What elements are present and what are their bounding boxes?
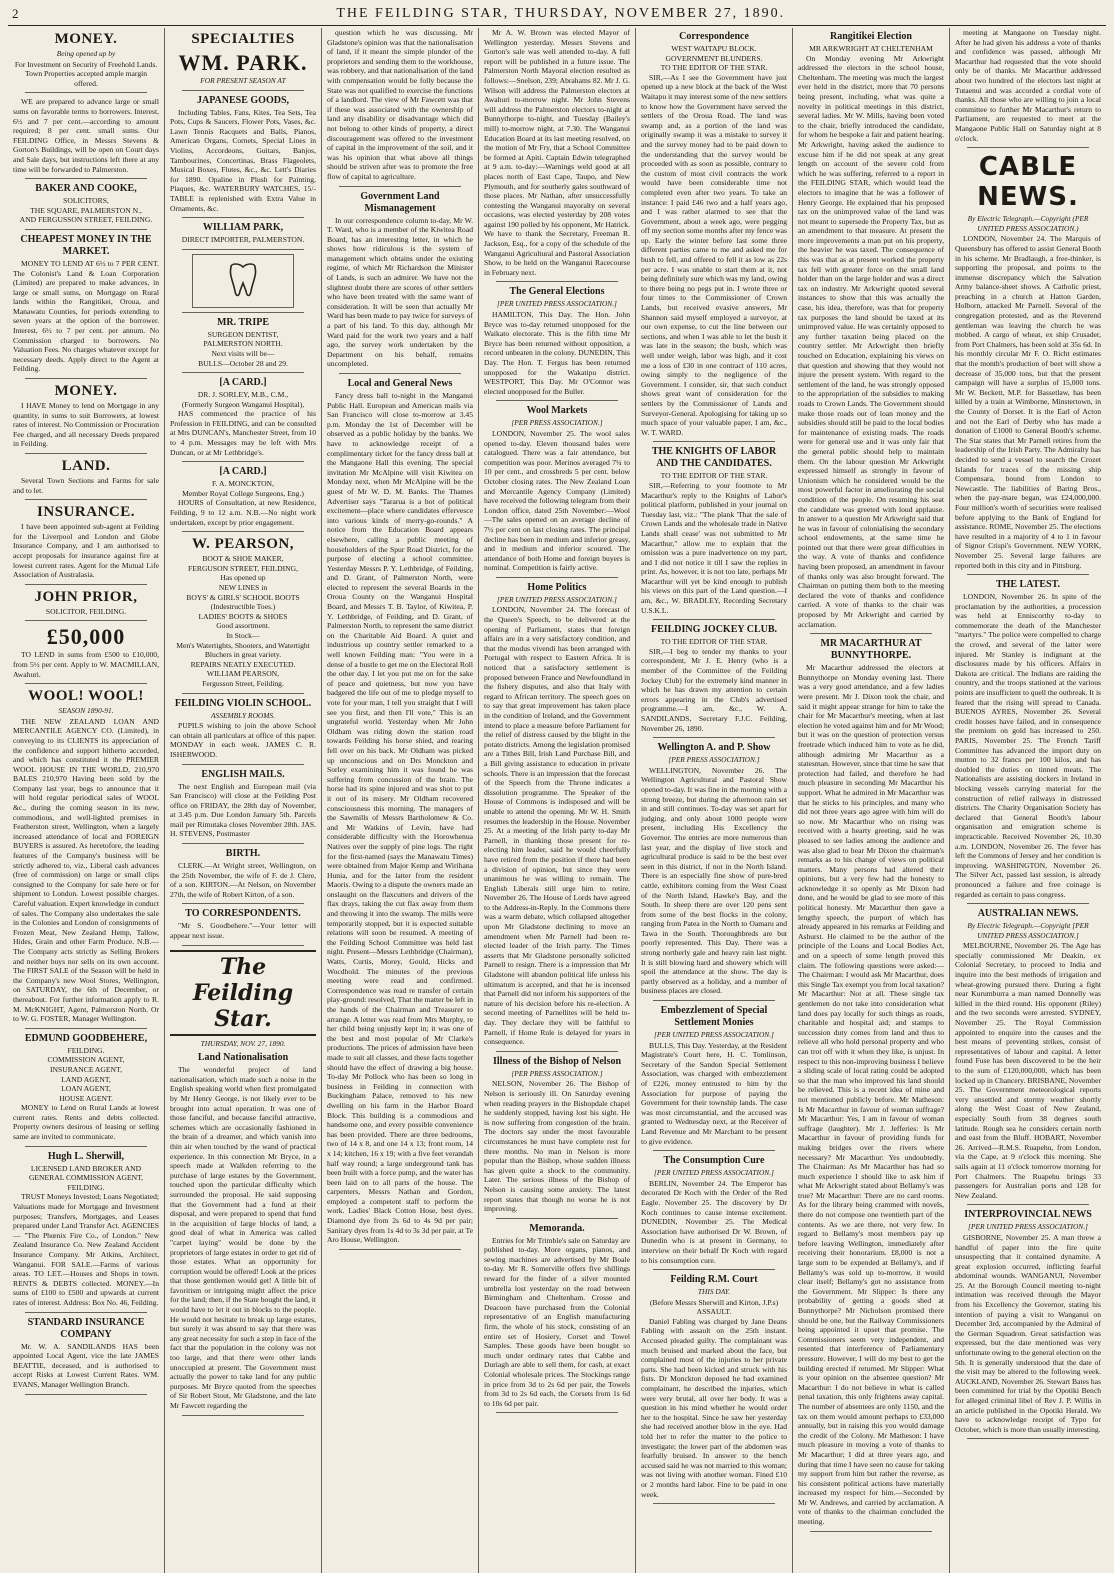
column-5 bbox=[635, 28, 792, 1573]
advert-line: LAND AGENT, bbox=[61, 1074, 111, 1084]
article-heading: MR MACARTHUR AT BUNNYTHORPE. bbox=[820, 638, 922, 662]
article-body: THE NEW ZEALAND LOAN AND MERCANTILE AGENCY CO. (Limited), in conveying to its CLIENTS its appreciation of the confidence and support hitherto accorded, and which has constituted it the PREMIER WOOL HOUSE IN THE WORLD, 210,970 BALES 210,970 Having been sold by the Company last year, begs to announce that it will hold regular periodical sales of WOOL &c., during the coming season in its new, commodious, and well-lighted premises in Featherston street, Wellington, when a largely increased attendance of local and FOREIGN BUYERS is assured. As heretofore, the leading features of the Company's business will be strictly adhered to, viz., Liberal cash advances (free of commission) on large or small clips consigned to the Company for sale here or for shipment to London. Lowest possible charges. Careful valuation. Expert knowledge in conduct of sales. The Company also undertakes the sale in the Colonies and London of consignments of Frozen Meat, New Zealand Hemp, Tallow, Hides, Grain and other Farm Produce. N.B.—The Company acts strictly as Selling Brokers and neither buys nor sells on its own account. The FIRST SALE of the Season will be held in the Company's new Wool Stores, Wellington, on SATURDAY, the 6th of December, or thereabout. For further information apply to R. M. McKNIGHT, Agent, Palmerston North. Or to W. G. FOSTER, Manager Wellington. bbox=[13, 716, 159, 1024]
advert-line: TO THE EDITOR OF THE STAR. bbox=[660, 471, 768, 481]
article-heading: INTERPROVINCIAL NEWS bbox=[964, 1209, 1092, 1221]
article-heading: W. PEARSON, bbox=[191, 536, 295, 553]
article bbox=[641, 446, 787, 615]
column-rule bbox=[496, 1051, 618, 1052]
article-body: Entries for Mr Trimble's sale on Saturday are published to-day. More organs, pianos, and sewing machines are advertised by Mr Boale to-day. Mr R. Somerville offers five shillings reward for the finder of a silver mounted umbrella lost yesterday on the road between Birmingham and Cheltenham. Crosse and Deacoon have purchased from the Colonial representative of an English manufacturing firm, the whole of his stock, consisting of an entire set of Hosiery, Corset and Towel Samples. These goods have been bought so much under ordinary rates that Cabbe and Duriagh are able to sell them, for cash, at exact Colonial wholesale prices. The Stockings range in price from 3d to 2s 6d per pair, the Towels from 3d to 2s 6d each, the Corsets from 1s 6d to 10s 6d per pair. bbox=[484, 1235, 630, 1408]
advert-line: Fergusson Street, Feilding. bbox=[202, 678, 284, 688]
advert-line: LICENSED LAND BROKER AND bbox=[30, 1163, 142, 1173]
dental-ornament-icon bbox=[192, 254, 294, 308]
article-body: "Mr S. Goodbehere."—Your letter will appear next issue. bbox=[170, 921, 316, 941]
masthead bbox=[8, 6, 1106, 26]
article bbox=[170, 377, 316, 457]
advert-line: Good assortment. bbox=[216, 621, 270, 631]
column-rule bbox=[25, 499, 147, 500]
article bbox=[955, 152, 1101, 570]
article-body: BULLS, This Day. Yesterday, at the Resident Magistrate's Court here, H. C. Tomlinson, Secretary of the Sandon Special Settlement Association, was charged with embezzlement of £226, money entrusted to him by the Association for purpose of paying the Government for their township lands. The case was most circumstantial, and the accused was granted to Wednesday next, at the Receiver of Land Revenue and Mr Marchant to be present to give evidence. bbox=[641, 1040, 787, 1146]
column-rule bbox=[182, 903, 304, 904]
column-rule bbox=[25, 378, 147, 379]
article-heading: ENGLISH MAILS. bbox=[201, 768, 285, 780]
column-rule bbox=[653, 1150, 775, 1151]
article-heading: JOHN PRIOR, bbox=[34, 588, 138, 605]
column-rule bbox=[810, 633, 932, 634]
article bbox=[484, 286, 630, 396]
column-3 bbox=[321, 28, 478, 1573]
article bbox=[484, 405, 630, 573]
article bbox=[13, 183, 159, 225]
column-rule bbox=[653, 441, 775, 442]
article bbox=[484, 1056, 630, 1214]
article-body: PUPILS wishing to join the above School can obtain all particulars at office of this paper. MONDAY in each week. JAMES C. R. ISHERWOOD. bbox=[170, 721, 316, 759]
article-heading: Illness of the Bishop of Nelson bbox=[492, 1055, 622, 1067]
article-body: TRUST Moneys Invested; Loans Negotiated; Valuations made for Mortgage and Investment purposes; Transfers, Mortgages, and Leases prepared under Land Transfer Act. AGENCIES— "The Phœnix Fire Co., of London." New Zealand Insurance Co. New Zealand Accident Insurance Company. Mr Atkins, Architect, Wanganui. FOR SALE.—Farms of various areas. TO LET.—Houses and Shops in town. RENTS & DEBTS collected. MONEY.—In sums of £100 to £500 and upwards at current rates of interest. Address: Box No. 46, Feilding. bbox=[13, 1192, 159, 1307]
article-body: SIR,—As I see the Government have just opened up a new block at the back of the West Waitapu it may interest some of the new settlers to know how the Government have served the settlers of the Oroua Road. The land was swamp and, as a portion of the land was originally swamp it was a mistake to survey it and the survey money had to be paid down to the understanding that the survey would be proceeded with as soon as possible, contrary to the custom of most civil contracts the work would have been considerable time not completed even after two years. To take an instance: I paid £46 two and a half years ago, and I was rather alarmed to see that the Government, about a week ago, were pegging off my section some months after my fence was up. Early the winter before last some three different parties came to me and asked me for bush to fell, and offered to fell it as low as 22s per acre. I was unable to start them at it, not being definitely sure which was my land, owing to there being no pegs put in. I wrote three or four times to the Commissioner of Crown Lands, but received evasive answers, Mr Shannon said myself employed a surveyor, at our own expense, to cut the line between our sections, and when I was able to let the bush it was late in the season; the bush, which was well under weigh, labor was high, and it cost me a loss of £30 in one contract of 110 acres, owing simply to the negligence of the Government. I consider, sir, that such conduct shows great want of consideration for the settlers by the Commissioner of Lands and Surveyor-General. Apologising for taking up so much space of your valuable paper, I am, &c., W. T. WARD. bbox=[641, 72, 787, 437]
column-rule bbox=[182, 843, 304, 844]
article-heading: Home Politics bbox=[527, 581, 587, 593]
column-rule bbox=[25, 1312, 147, 1313]
article bbox=[13, 504, 159, 580]
advert-line: AND FERGUSSON STREET, FEILDING. bbox=[19, 215, 153, 225]
column-rule bbox=[25, 92, 147, 93]
article-body: In our correspondence column to-day, Mr W. T. Ward, who is a member of the Kiwitea Road Board, has an interesting letter, in which he shows how ridiculous is the system of management which obtains under the existing regime, of which Mr Richardson the Minister of Lands, is such an admirer. We have not the slightest doubt there are scores of other settlers who have been treated with the same want of consideration. It will be seen that actually Mr Ward has been made to pay twice for surveys of a part of his land. To this day, although Mr Ward paid for the work two years and a half ago, the survey work undertaken by the Department on his behalf, remains uncompleted. bbox=[327, 215, 473, 369]
column-rule bbox=[182, 372, 304, 373]
column-rule bbox=[182, 249, 304, 250]
article-body: GISBORNE, November 25. A man threw a handful of paper into the fire quite unsuspecting that it contained dynamite. A great explosion occurred, inflicting fearful abdominal wounds. WANGANUI, November 25. At the Borough Council meeting to-night intimation was received through the Mayor from his Excellency the Governor, stating his intention of paying a visit to Wanganui on December 3rd, accompanied by the Admiral of the German Squadron. Great satisfaction was expressed, but the date mentioned was very unfortunate owing to the general election on the 5th. It is generally understood that the date of the visit may be altered to the following week. AUCKLAND, November 26. Stewart Bates has been committed for trial by the Opotiki Bench for alleged criminal libel of Rev J. P. Willis in an article published in the Opotiki Herald. We have to acknowledge receipt of Typo for October, which is more than usually interesting. bbox=[955, 1232, 1101, 1434]
advert-line: NEW LINES in bbox=[218, 583, 268, 592]
advert-line: (Before Messrs Sherwill and Kirton, J.P.s) bbox=[649, 1297, 779, 1307]
advert-line: FEILDING. bbox=[67, 1045, 105, 1055]
article bbox=[170, 222, 316, 245]
advert-line: GENERAL COMMISSION AGENT, bbox=[28, 1173, 144, 1183]
article-body: Several Town Sections and Farms for sale and to let. bbox=[13, 476, 159, 495]
article-heading: Wellington A. and P. Show bbox=[657, 742, 771, 754]
advert-line: DR. J. SORLEY, M.B., C.M., bbox=[197, 390, 289, 400]
column-grid bbox=[8, 28, 1106, 1573]
advert-line: MR ARKWRIGHT AT CHELTENHAM bbox=[809, 44, 933, 53]
advert-line: Next visits will be— bbox=[211, 348, 275, 358]
article-subheading: By Electric Telegraph.—Copyright (PER UNITED PRESS ASSOCIATION.) bbox=[967, 214, 1089, 233]
column-rule bbox=[496, 281, 618, 282]
article-subheading: [PER UNITED PRESS ASSOCIATION.] bbox=[968, 1222, 1088, 1232]
advert-line: For Investment on Security of Freehold Lands. bbox=[14, 59, 158, 69]
advert-line: SURGEON DENTIST, bbox=[207, 329, 279, 339]
advert-line: BOYS' & GIRLS' SCHOOL BOOTS bbox=[186, 592, 300, 602]
article bbox=[170, 31, 316, 86]
article bbox=[170, 536, 316, 688]
advert-line: Men's Watertights, Shooters, and Watertight Bluchers in great variety. bbox=[176, 640, 310, 660]
column-rule bbox=[967, 147, 1089, 148]
column-rule bbox=[182, 217, 304, 218]
article-subheading: [PER UNITED PRESS ASSOCIATION.] bbox=[497, 299, 617, 309]
article-subheading: FOR PRESENT SEASON AT bbox=[200, 76, 286, 85]
column-rule bbox=[25, 620, 147, 621]
column-rule bbox=[25, 229, 147, 230]
article-subheading: By Electric Telegraph.—Copyright [PER UNITED PRESS ASSOCIATION.] bbox=[967, 921, 1089, 940]
article bbox=[641, 1274, 787, 1499]
advert-line: In Stock— bbox=[226, 630, 260, 640]
article-heading: FEILDING JOCKEY CLUB. bbox=[650, 624, 778, 636]
article-heading: Embezzlement of Special Settlement Monies bbox=[660, 1005, 768, 1029]
article-body: I HAVE Money to lend on Mortgage in any quantity, in sums to suit Borrowers, at lowest rates of interest. No Commission or Procuration Fee charged, and all necessary Deeds prepared in Feilding. bbox=[13, 401, 159, 449]
column-rule bbox=[182, 461, 304, 462]
article-heading: TO CORRESPONDENTS. bbox=[185, 908, 301, 920]
article-body: Fancy dress ball to-night in the Manganui Public Hall. European and American mails via San Francisco will close to-morrow at 3.45 p.m. Monday the 1st of December will be observed as a public holiday by the banks. We have to acknowledge receipt of a complimentary ticket for the fancy dress ball at the Mangaone Hall this evening. The special invitation Mr McAlpine will visit Kiwitea on Monday next, when Mr McAlpine will be the guest of Mr W. D. M. Banks. The Thames Advertiser says "Tararua is a hot of political excitement—place where candidates effervesce into various kinds of merry-go-rounds." A notice from the Education Board appears elsewhere, calling a public meeting of householders of the Spur Road District, for the purpose of electing a school committee. Yesterday Messrs P. Y. Lethbridge, of Feilding, and D. Grant, of Palmerston North, were elected to represent the several Boards in the Oroua County on the Wanganui Hospital Board, and Messrs T. B. Taylor, of Kiwitea, P. Y. Lethbridge, of Feilding, and D. Grant, of Palmerston North, to represent the same district on the Charitable Aid Board. A quiet and industrious up country settler remarked to a well known Feilding man: "You were in a dense of a bustle to get me on the Electoral Roll the other day. I let you put me on for the sake of peace and quietness, but now you have badgered the life out of me to pledge myself to vote for your man, I tell you straight that I will see you first, and then I'll vote," This is an ungrateful world. Yesterday when Mr John Oldham was riding down the station road towards Feilding his horse shied, and rearing fell over on his back. Mr Oldham was picked up unconscious and on Drs Monckton and Sorley examining him it was found he was suffering from concussion of the brain. The horse had its spine injured and was shot to put it out of its misery. Mr Oldham recovered consciousness this morning. The managers of the Sawmills of Messrs Bartholomew & Co. and Mr Watkins of Levin, have had considerable difficulty with the Horowhenua Natives over the supply of pine logs. The right for the first-named (says the Manawatu Times) were obtained from Major Kemp and Wirihana Hunia, and for the latter from the resident Maoris. Owing to a dispute the owners made an onslaught on the flaxcutters and drivers of the flax drays, taking the cut flax away from them and throwing it into the swamp. The mills were temporarily stopped, but it is expected suitable relations will soon be resumed. A meeting of the Feilding School Committee was held last night. Present—Messrs Lethbridge (Chairman), Watts, Curtis, Morey, Gould, Hicks and Wocdhold. The minutes of the previous meeting were read and confirmed. Correspondence was read re transfer of certain play-ground: resolved, That the matter be left in the hands of the Chairman and Treasurer to arrange. A letter was read from Mrs Murphy, re her child being unjustly kept in; it was one of the best and most popular of Mr Clarke's productions. The prices of admission have been made to suit all classes, and these facts together should have the effect of drawing a big house. To-day Mr Pollock who has been so long in business in Feilding in connection with Buckingham Palace, removed to his new dwelling on his farm in the Harbor Board Block. This building is a commodious and handsome one, and every possible convenience has been provided. There are three bedrooms, two of 14 x 8, and one 14 x 13; front room, 14 x 14; kitchen, 16 x 19; with a five feet verandah half way round; a large underground tank has been built with a force pump, and the water has been laid on to all parts of the house. The carpenters, Messrs Nathan and Gordon, employed a competent staff to perform the work. Ladies' Black Cotton Hose, best dyes. Diamond dye from 2s 6d to 4s 9d per pair; Sanitary dyes from 1s 4d to 3s 3d per pair, at Te Aro House, Wellington. bbox=[327, 391, 473, 1245]
article-body: MONEY TO LEND AT 6½ to 7 PER CENT. The Colonist's Land & Loan Corporation (Limited) are prepared to make advances, in large or small sums, on Mortgage on Rural lands within the Rangitikei, Oroua, and Manawatu Counties, for periods extending to seven years at the option of the borrower. Interest, 6½ to 7 per cent. per annum. No Commission charged to borrowers. No Valuation Fees. No charges whatever except for necessary deeds. Apply direct to the Agent at Feilding. bbox=[13, 258, 159, 374]
article-subheading: THIS DAY. bbox=[697, 1287, 731, 1297]
column-rule bbox=[967, 1204, 1089, 1205]
article bbox=[955, 908, 1101, 1200]
column-rule bbox=[182, 945, 304, 946]
advert-line: COMMISSION AGENT, bbox=[47, 1055, 125, 1065]
column-rule bbox=[182, 90, 304, 91]
column-rule bbox=[182, 693, 304, 694]
advert-line: Has opened up bbox=[220, 573, 266, 583]
article bbox=[955, 1209, 1101, 1434]
article-heading: MONEY. bbox=[54, 383, 118, 400]
article bbox=[170, 950, 316, 1049]
article bbox=[13, 589, 159, 617]
article bbox=[170, 466, 316, 527]
advert-line: LADIES' BOOTS & SHOES bbox=[198, 611, 288, 621]
article bbox=[641, 1005, 787, 1146]
cable-news-heading: CABLE NEWS. bbox=[977, 152, 1079, 213]
advert-line: FERGUSON STREET, FEILDING, bbox=[188, 563, 298, 573]
article-body: MONEY to Lend on Rural Lands at lowest current rates. Rents and debts collected. Property owners desirous of leasing or selling same are invited to communicate. bbox=[13, 1103, 159, 1142]
article-body: meeting at Mangaone on Tuesday night. After he had given his address a vote of thanks and confidence was passed, although Mr Macarthur had requested that the vote should only be of thanks. Mr Macarthur addressed about two hundred of the electors last night at Tutaenui and was accorded a cordial vote of thanks. All those who are willing to join a local committee to further Mr Macarthur's return to Parliament, are requested to meet at the Mangaone Public Hall on Saturday night at 8 o'clock. bbox=[955, 28, 1101, 143]
article bbox=[170, 769, 316, 840]
column-rule bbox=[967, 903, 1089, 904]
article-heading: AUSTRALIAN NEWS. bbox=[977, 908, 1079, 920]
column-rule bbox=[25, 453, 147, 454]
article-body: The wonderful project of land nationalisation, which made such a noise in the English speaking world when first promulgated by Mr Henry George, is not likely ever to be brought into actual operation. It was one of those fanciful, and because fanciful attractive, schemes which are occasionally fashioned in the brain of a dreamer, and which vanish into thin air when touched by the wand of practical experience. In this connection Mr Bryce, in a speech made at Walkden referring to the purchase of large estates by the Government, touched upon the particular difficulty which surrounded the proposal. He said supposing that the Government had a fund at their disposal, and were prepared to spend that fund in the acquisition of large blocks of land, a good deal of what in America was called "carpet laying" would be done by the proprietors of large estates in order to get rid of those estates. What an opportunity for corruption would be offered! Look at the prices that those gentlemen would get! A little bit of favoritism or intriguing might affect the price for the land; then, if the State bought the land, it would have to let it out in blocks to the people. He would not hesitate to break up large estates, but surely it was absurd to say that there was any great necessity for such a step in face of the fact that the population in the colony was not too large, and that there were other lands unoccupied at present. The Government must actually the power to take land for any public purposes. Mr Bryce quoted from the speeches of Sir Robert Stout, Mr Gladstone, and the late Mr Fawcett regarding the bbox=[170, 1065, 316, 1410]
article-subheading: Being opened up by bbox=[56, 49, 116, 58]
advert-line: ASSAULT. bbox=[696, 1307, 732, 1317]
article-body: Mr A. W. Brown was elected Mayor of Wellington yesterday. Messrs Stevens and Gorton's sale was well attended to-day. A full report will be published in a future issue. The Palmerston North Mayoral election resulted as follows:—Snelson, 239; Abrahams 82. Mr J. G. Wilson will address the Palmerston electors at Awahuri to-morrow night. Mr John Stevens will address the Palmerston electors to-night at Bunnythorpe to-night, and Tuesday (Bailey's mill) to-morrow night, at 7.30. The Wanganui Education Board at its last meeting resolved, on the motion of Mr Fry, that a School Committee be formed at Apiti. Captain Edwin telegraphed at 9 a.m. to-day:—Warnings weld good at all places north of East Cape, Taupo, and New Plymouth, and for southerly gales southward of those places. Mr Nathan, after unsuccessfully contesting the Wanganui mayoralty on several occasions, was elected yesterday by 208 votes against 190 polled by his opponent, Mr Hatrick. We have to thank the Secretary, Freeman R. Jackson, Esq., for a copy of the schedule of the Wanganui Agricultural and Pastoral Association Show, to be held on the Wanganui Racecourse in February next. bbox=[484, 28, 630, 277]
article-body: Mr Macarthur addressed the electors at Bunnythorpe on Monday evening last. There was a very good attendance, and a few ladies were present. Mr J. Dixon took the chair, and said it might appear strange for him to take the chair for Mr Macarthur's meeting, when at last election he voted against him and for Mr Wood; but it was on the question of protection versus freetrade which induced him to vote as he did, although admiring Mr Macarthur as a statesman. However, since that time he saw that protection had failed, and therefore he had much pleasure in seconding Mr Macarthur his support. What he admired in Mr Macarthur was that he sticks to his principles, and many who did not three years ago agree with him will do so now. Mr Macarthur who on rising was received with a hearty greeting, said he was pleased to see ladies among the audience and was also glad to hear Mr Dixon the chairman's remarks as to his change of views on political matters. Many persons had altered their opinions, but a very few had the honesty to acknowledge it so openly as Mr Dixon had done, and he would be glad to see more of this political honesty. Mr Macarthur then gave a lengthy speech, the purport of which has already appeared in his remarks at Feilding and Ashurst. He claimed to be the author of the principle of the Loans and Local Bodies Act, and on a speech of some length proved this claim. The following questions were asked:— The Chairman: I would ask Mr Macarthur, does this Single Tax exempt you from local taxation? Mr Macarthur: Not at all. These single tax gentlemen do not take into consideration what land does pay locally for such things as roads, charitable and hospital aid; and stamps to succession duty comes from land and thus to relieve all who hold personal property and who can trot off with it when they like, is unjust. In respect to this non-improving business I believe a sliding scale of local rating could be adopted so that the man who improved his land should be relieved. This is a recent idea of mine and not mentioned publicly before. Mr Matheson: Is Mr Macarthur in favour of woman suffrage? Mr Macarthur: Yes, I am in favour of woman suffrage (laughter). Mr J. Jefferies: Is Mr Macarthur in favour of providing funds for making bridges over the rivers where necessary? Mr Macarthur: Yes undoubtedly. The Chairman: As Mr Macarthur has had so much experience I should like to ask him if what Mr Arkwright stated about Bellamy's was true? Mr Macarthur: There are no card rooms. As for the library being crammed with novels, there do not compose one twentieth part of the contents. As we are there, not very few. In regard to Bellamy's most members pay up before leaving Wellington, immediately after receiving their honorarium. £8,000 is not a large sum to be expended at Bellamy's, and if Bellamy's was sold up to-morrow, it would clear itself; Bellamy's got no assistance from the Government. Mr Slipper: Is there any probability of getting a goods shed at Bunnythorpe? Mr Nicholson promised there should be one, but the Railway Commissioners being appointed it upset that promise. The Commissioners seem very independent, and resented that interference of Parliamentary pressure. However, I will do my best to get the building erected if returned. Mr Slipper: What is your opinion on the absentee question? Mr Macarthur: I do not believe in what is called penal taxation, this only frightens away capital. The number of absentees are only 1150, and the tax on them would amount perhaps to £33,000 annually, but in raising this you would damage the credit of the Colony. Mr Matheson: I have much pleasure in moving a vote of thanks to Mr Macarthur; I did at three years ago, and during that time I have seen no cause for taking my support from him but rather the reverse, as his consistent political actions have materially increased my respect for him.—Seconded by Mr W. Andrews, and carried by acclamation. A vote of thanks to the chairman concluded the meeting. bbox=[798, 663, 944, 1527]
article-body: TO LEND in sums from £500 to £10,000, from 5½ per cent. Apply to W. MACMILLAN, Awahuri. bbox=[13, 650, 159, 679]
advert-line: THE SQUARE, PALMERSTON N., bbox=[30, 205, 142, 215]
advert-line: WEST WAITAPU BLOCK. bbox=[671, 44, 757, 53]
article bbox=[327, 191, 473, 370]
advert-line: F. A. MONCKTON, bbox=[212, 479, 274, 489]
advert-line: SOLICITOR, FEILDING. bbox=[45, 606, 127, 616]
article bbox=[170, 848, 316, 899]
article bbox=[641, 1155, 787, 1265]
article-body: Mr. W. A. SANDILANDS HAS been appointed Local Agent, vice the late JAMES BEATTIE, deceased, and is authorised to accept Risks at Lowest Current Rates. WM. EVANS, Manager Wellington Branch. bbox=[13, 1341, 159, 1389]
column-rule bbox=[25, 683, 147, 684]
article-heading: £50,000 bbox=[46, 624, 126, 650]
column-rule bbox=[25, 178, 147, 179]
article bbox=[170, 317, 316, 368]
article bbox=[641, 31, 787, 437]
article-heading: INSURANCE. bbox=[37, 504, 135, 521]
article-body: LONDON, November 24. The forecast of the Queen's Speech, to be delivered at the opening of Parliament, states that foreign affairs are in a very satisfactory condition, and that the modus vivendi has been arranged with Portugal with respect to Eastern Africa. It is noticed that a satisfactory settlement is proposed between France and Newfoundland in the fishery disputes, and also that Italy with regard to African territory. The speech goes on to say that great improvement has taken place in the condition of Ireland, and the Government intend to place a measure before Parliament for the relief of distress caused by the blight in the potato districts. Among the legislation promised are a Tithes Bill, Irish Land Purchase Bill, and a Bill giving assistance to education in private schools. There is an impression that the forecast of the Speech from the Throne indicates a dissolution programme. The Speaker of the House of Commons is indisposed and will be unable to attend the opening. Mr W. H. Smith resumes the leadership in the House. November 25. At a meeting of the Irish party to-day Mr Parnell, in thanking those present for re-electing him leader, said he would cheerfully have retired from the position if there had been a division of opinion, but since they were unanimous he was willing to remain. The English Liberals still urge him to retire. November 26. The House of Lords have agreed to the Address-in-Reply. In the Commons there was a warm debate, which collapsed altogether upon Mr Gladstone declining to move an amendment when Mr Parnell had been re-elected leader of the Irish party. The Times asserts that Mr Gladstone personally solicited Parnell to resign. There is a impression that Mr Gladstone will abandon political life unless his ultimatum is accepted, and that he is incensed that Parnell did not inform his supporters of the nature of his decision before his re-election. A second meeting of Parnellites will be held to-day. They declare they will be faithful to Parnell, if Home Rule is delayed for years in consequence. bbox=[484, 605, 630, 1047]
advert-line: Member Royal College Surgeons, Eng.) bbox=[182, 488, 304, 498]
article bbox=[13, 458, 159, 495]
article-subheading: [PER PRESS ASSOCIATION.] bbox=[511, 418, 603, 428]
article-heading: THE KNIGHTS OF LABOR AND THE CANDIDATES. bbox=[651, 446, 777, 470]
article-heading: Government Land Mismanagement bbox=[360, 190, 440, 214]
column-rule bbox=[653, 1000, 775, 1001]
article-body: LONDON, November 24. The Marquis of Queensbury has offered to assist General Booth in his scheme. Mr Bradlaugh, a free-thinker, is supporting the proposal, and points to the immense discrepancy which the Salvation Army balance-sheet shows. A Catholic priest, preaching in a church at Hatton Garden, Holborn, attacked Mr Parnell. Several of the congregation protested, and as the Reverend gentleman was leaving the church he was mobbed. A cargo of wheat, ex ship Crusader, from Port Chalmers, has been sold at 35s 6d. In his monthly circular Mr F. O. Richt estimates that the month's production of beet will show a decrease of 35,000 tons, but that the present campaign will have a surplus of 15,000 tons. Mr W. Beckett, M.P. for Bassetlaw, has been killed by a train at Wimborne, Minstertown, in the County of Dorset. It is the Earl of Acton and not the Earl of Derby who has made a donation of £1000 to General Booth's scheme. The Star states that Mr Parnell retires from the leadership of the Irish Party. The Admiralty has decided to send a vessel to search the Crozet Islands for traces of the missing ship Compensara, bound from London to Newcastle. The liabilities of Baring Bros., when the pay-mare began, was £24,000,000. Four million's worth of securities were realised before applying to the Bank of England for assistance. ROME, November 25. The elections have resulted in a majority of 4 to 1 in favour of Signor Crispi's Government. NEW YORK, November 25. Several large failures are reported both in this city and in Pittsburg. bbox=[955, 234, 1101, 570]
column-rule bbox=[25, 1394, 147, 1395]
advert-line: FEILDING. bbox=[67, 1182, 105, 1192]
article-body: BERLIN, November 24. The Emperor has decorated Dr Koch with the Order of the Red Eagle. November 25. The discovery by Dr Koch continues to cause intense excitement. DUNEDIN, November 25. The Medical Association have authorised Dr W. Brown, of Dunedin who is at present in Germany, to interview on their behalf Dr Koch with regard to his consumption cure. bbox=[641, 1178, 787, 1265]
article-heading: WILLIAM PARK, bbox=[202, 222, 284, 234]
column-rule bbox=[339, 1249, 461, 1250]
advert-line: WILLIAM PEARSON, bbox=[206, 669, 280, 679]
advert-line: PALMERSTON NORTH. bbox=[203, 339, 283, 349]
article-body: I have been appointed sub-agent at Feilding for the Liverpool and London and Globe Insurance Company, and I am authorised to accept proposals for insurance against fire at lowest current rates. Agent for the Mutual Life Association of Australasia. bbox=[13, 522, 159, 580]
article-subheading: ASSEMBLY ROOMS. bbox=[211, 710, 275, 720]
advert-line: Town Properties accepted ample margin offered. bbox=[24, 69, 148, 88]
advert-line: SOLICITORS, bbox=[63, 196, 109, 206]
article-body: On Monday evening Mr Arkwright addressed the electors in the school house, Cheltenham. The meeting was much the largest ever held in the district, more that 70 persons being present, including, what was quite a novelty in political meetings in this district, several ladies. Mr W. Mills, having been voted to the chair, briefly introduced the candidate, for whom he bespoke a fair and patient hearing. Mr Arkwright, having asked the audience to excuse him if he did not speak at any great length on account of the severe cold from which he was suffering, referred to a report in the FEILDING STAR, which would lead the electors to imagine that he was a follower of Henry George. He explained that his proposed tax on the unimproved value of the land was not meant to supersede the Property Tax, but as an amendment to that measure. At present the more improvements a man put on his property, the heavier he was taxed. The consequence of this was that as at present worked the property tax fell with greater force on the small land holder than on the large holder and was a direct tax on industry. Mr Arkwright quoted several instances to show that this was actually the case, his idea, therefore, was that for property tax purposes the land should be taxed at its unimproved value. He was certainly opposed to any further taxation being placed on the country settler. Mr Arkwright then briefly touched on Education, explaining his views on that question and showing that they would not injure the present system. With regard to the settlement of the land, he was strongly opposed to the appropriation of the subsidies to making roads to Crown Lands. The Government should make those roads out of loan money and the subsidies should still be paid to the local bodies for maintenance of existing roads. The roads were for general use and it was only fair that the general public should help to maintain them. On the labour question Mr Arkwright expressed himself as strongly in favour of Unionism which he considered would be the most powerful factor in ameliorating the social condition of the people. On resuming his seat the candidate was greeted with loud applause. In answer to a question Mr Arkwright said that he was in favour of colonialising the secondary school endowments, at the same time he pointed out that there were great difficulties in the way. A vote of thanks and confidence having been proposed, an amendment in favour of thanks only was also brought forward. The Chairman on putting them both to the meeting declared the vote of thanks and confidence carried. A vote of thanks to the chair was proposed by Mr Arkwright and carried by acclamation. bbox=[798, 53, 944, 629]
article-heading: The Consumption Cure bbox=[663, 1155, 765, 1167]
article-body: The next English and European mail (via San Francisco) will close at the Feilding Post office on FRIDAY, the 28th day of November, at 3.45 p.m. Due London January 5th. Parcels mail per Rimutaka closes November 28th. JAS. H. STEVENS, Postmaster bbox=[170, 781, 316, 839]
newspaper-nameplate: The Feilding Star. bbox=[170, 950, 316, 1036]
advert-line: HOUSE AGENT. bbox=[59, 1093, 113, 1103]
advert-line: REPAIRS NEATLY EXECUTED. bbox=[190, 659, 296, 669]
article-body: WELLINGTON, November 26. The Wellington Agricultural and Pastoral Show opened to-day. It was fine in the morning with a strong breeze, but during the afternoon rain set in and still continues. To-day was set apart for judging, and only about 1000 people were present, including His Excellency the Governor. The entries are more numerous than last year, and the display of live stock and agricultural produce is said to be the best ever seen in this district, if not in the North Island. There is an especially fine show of pure-bred cattle, exhibitors coming from the West Coast of the North Island, Hawke's Bay, and the South. In sheep there are over 120 pens sent from some of the best flocks in the colony, ranging from Patea in the North to Oamaru and Tawa in the South. Thoroughbreds are but poorly represented. This Day. There was a strong northerly gale and heavy rain last night. It is still blowing hard and showery which will spoil the attendance at the show. The day is partly observed as a holiday, and a number of business places are closed. bbox=[641, 765, 787, 996]
article bbox=[170, 698, 316, 760]
article-body: HAS commenced the practice of his Profession in FEILDING, and can be consulted at Mrs DUNCAN's, Manchester Street, from 10 to 4 p.m. Messages may be left with Mrs Duncan, or at Mr Lethbridge's. bbox=[170, 409, 316, 457]
article-body: LONDON, November 26. In spite of the proclamation by the authorities, a procession was held at Enniscorthy to-day to commemorate the death of the Manchester "martyrs." The police were compelled to charge the crowd, and several of the latter were injured. Mr Stanley is indignant at the disclosures made by his officers. Affairs in Dakota are critical. The Indians are raiding the country, and the troops stationed at the various points are insufficient to quell the outbreak. It is feared that the rising will spread to Canada. BUENOS AYRES, November 26. Several credit houses have failed, and in consequence the premium on gold has increased to 250. PARIS, November 25. The French Tariff Committee has advanced the import duty on mutton to 32 francs per 100 kilos, and has doubled the duties on tinned meats. The Nationalists are assisting dockers in Ireland in blocking vessels carrying material for the construction of relief railways in distressed districts. The Charity Organisation Society has declared that General Booth's labour organisation and emigration scheme is impracticable. Received November 26, 10.30 a.m. LONDON, November 26. The fever has left the Commons of Jersey and her condition is improving. WASHINGTON, November 26. The Silver Act, passed last session, is already pronounced a failure and free coinage is regarded as certain to pass congress. bbox=[955, 592, 1102, 899]
article-heading: STANDARD INSURANCE COMPANY bbox=[27, 1316, 145, 1340]
advert-line: LOAN AGENT, bbox=[61, 1084, 111, 1094]
article-subheading: [PER UNITED PRESS ASSOCIATION.] bbox=[497, 594, 617, 604]
column-1 bbox=[8, 28, 164, 1573]
article bbox=[170, 254, 316, 308]
article bbox=[327, 28, 473, 182]
column-2 bbox=[164, 28, 321, 1573]
article-body: Daniel Fabling was charged by Jane Deans Fabling with assault on the 25th instant. Accused pleaded guilty. The complainant was much bruised and marked about the face, but complained most of the injuries to her private parts. She had been kicked and struck with his fists. Dr Monckton deposed he had examined complainant, he described the injuries, which were very brutal, all over her body. It was a question in his mind whether he would order her to the hospital. Since he saw her yesterday she had received another blow in the eye. Had told her to refer the matter to the police to investigate; the lower part of the abdomen was fearfully bruised. In answer to the bench accused said he was not married to this woman; was not living with another woman. Fined £10 or 2 months hard labor. Fine to be paid in one week. bbox=[641, 1316, 787, 1499]
column-rule bbox=[25, 1028, 147, 1029]
article-body: LONDON, November 25. The wool sales opened to-day. Eleven thousand bales were catalogued. There was a fair attendance, but competition was poor. Merinos averaged 7¼ to 10 per cent., and crossbreds 5 per cent. below October closing rates. The New Zealand Loan and Mercantile Agency Company (Limited) have received the following telegram from their London office, dated 25th November:—Wool—The sales opened on an average decline of 7½ per cent on last closing rates. The principal decline has been in medium and inferior greasy, and in medium and inferior scoured. The attendance of both Home and foreign buyers is nominal. Competition is fairly active. bbox=[484, 428, 630, 573]
article-subheading: [PER PRESS ASSOCIATION.] bbox=[668, 755, 760, 765]
column-4 bbox=[478, 28, 635, 1573]
column-rule bbox=[653, 1269, 775, 1270]
article-heading: WOOL! WOOL! bbox=[28, 688, 144, 705]
article bbox=[13, 234, 159, 374]
column-rule bbox=[653, 1503, 775, 1504]
column-rule bbox=[496, 577, 618, 578]
article bbox=[170, 908, 316, 940]
article bbox=[13, 1151, 159, 1308]
column-rule bbox=[182, 531, 304, 532]
article-heading: MONEY. bbox=[54, 31, 118, 47]
article bbox=[13, 97, 159, 174]
article bbox=[484, 1223, 630, 1409]
advert-line: GOVERNMENT BLUNDERS. bbox=[665, 53, 763, 63]
article-heading: THE LATEST. bbox=[995, 579, 1061, 591]
column-rule bbox=[653, 737, 775, 738]
column-rule bbox=[967, 1438, 1089, 1439]
article-heading: CHEAPEST MONEY IN THE MARKET. bbox=[20, 233, 152, 257]
column-rule bbox=[810, 1531, 932, 1532]
article-heading: Correspondence bbox=[679, 31, 749, 42]
article-heading: Memoranda. bbox=[529, 1222, 585, 1234]
article-heading: JAPANESE GOODS, bbox=[196, 94, 290, 106]
masthead-title: THE FEILDING STAR, THURSDAY, NOVEMBER 27, 1890. bbox=[336, 6, 786, 21]
article-heading: BAKER AND COOKE, bbox=[35, 183, 137, 195]
article-heading: The General Elections bbox=[509, 286, 605, 298]
column-rule bbox=[182, 1415, 304, 1416]
article-body: question which he was discussing. Mr Gladstone's opinion was that the nationalisation of land, if it meant the simple plunder of the proprietors and sending them to the workhouse, was robbery, and that nationalisation of the land with compensation would be folly because the State was not qualified to exercise the functions of a landlord. The view of Mr Fawcett was that if these was associated with the ownership of land any disability or disadvantage which did not belong to other kinds of property, a direct discouragement was offered to the investment of capital in the improvement of the soil, and it was his opinion that what above all things should be striven after was to promote the free flow of capital to agriculture. bbox=[327, 28, 473, 181]
page-number: 2 bbox=[12, 6, 20, 21]
advert-line: (Formerly Surgeon Wanganui Hospital), bbox=[181, 399, 305, 409]
advert-line: TO THE EDITOR OF THE STAR. bbox=[660, 637, 768, 647]
column-rule bbox=[496, 400, 618, 401]
article-heading: Wool Markets bbox=[526, 405, 588, 417]
column-rule bbox=[496, 1412, 618, 1413]
article-body: SIR,—I beg to tender my thanks to your correspondent, Mr J. E. Henry (who is a member of the Committee of the Feilding Jockey Club) for the extremely kind manner in which he has drawn my attention to certain errors appearing in the Club's advertised programme.—I am, &c., W. A. SANDILANDS, Secretary F.J.C. Feilding, November 26, 1890. bbox=[641, 646, 787, 733]
article bbox=[955, 28, 1101, 143]
article-subheading: SEASON 1890-91. bbox=[58, 706, 114, 716]
column-6 bbox=[792, 28, 949, 1573]
advert-line: BULLS—October 28 and 29. bbox=[198, 358, 288, 368]
article-subheading: [PER UNITED PRESS ASSOCIATION.] bbox=[654, 1030, 774, 1040]
article bbox=[13, 383, 159, 449]
article bbox=[170, 1052, 316, 1410]
article-heading: LAND. bbox=[61, 458, 111, 474]
advert-line: (Indestructible Toes.) bbox=[210, 602, 276, 612]
article bbox=[798, 31, 944, 629]
article-body: HOURS of Consultation, at new Residence, Feilding, 9 to 12 a.m. N.B.—No night work undertaken, except by prior engagement. bbox=[170, 498, 316, 527]
advert-line: TO THE EDITOR OF THE STAR. bbox=[660, 63, 768, 73]
article-heading: [A CARD.] bbox=[219, 377, 267, 389]
article-heading: Feilding R.M. Court bbox=[670, 1274, 758, 1286]
advert-line: DIRECT IMPORTER, PALMERSTON. bbox=[181, 235, 305, 245]
column-rule bbox=[967, 574, 1089, 575]
article-heading: [A CARD.] bbox=[219, 466, 267, 478]
column-rule bbox=[25, 1146, 147, 1147]
article bbox=[484, 582, 630, 1047]
article-body: CLERK.—At Wright street, Wellington, on the 25th November, the wife of F. de J. Clere, of a son. KIRTON.—At Nelson, on November 27th, the wife of Robert Kirton, of a son. bbox=[170, 861, 316, 899]
article-heading: Rangitikei Election bbox=[830, 31, 912, 42]
column-rule bbox=[25, 584, 147, 585]
article bbox=[641, 624, 787, 733]
column-rule bbox=[182, 312, 304, 313]
column-rule bbox=[496, 1218, 618, 1219]
article bbox=[327, 378, 473, 1245]
advert-name: WM. PARK. bbox=[178, 50, 308, 75]
article bbox=[13, 1033, 159, 1142]
article-heading: EDMUND GOODBEHERE, bbox=[24, 1032, 148, 1044]
article-heading: MR. TRIPE bbox=[216, 316, 270, 328]
article-body: Including Tables, Fans, Kites, Tea Sets, Tea Pots, Cups & Saucers, Flower Pots, Vases, &c. Lawn Tennis Racquets and Balls, Pianos, American Organs, Cornets, Special Lines in Violins, Accordeons, Guitars, Banjos, Tambourines, Concertinas, Brass Flageolets, Musical Boxes, Flutes, &c., &c. Lett's Diaries for 1890. Opaline in Plush for Painting, Plaques, &c. WATERBURY WATCHES, 15/- TABLE is replenished with Extra Value in Ornaments, &c. bbox=[170, 107, 316, 213]
column-7 bbox=[949, 28, 1106, 1573]
article-body: MELBOURNE, November 26. The Age has specially commissioned Mr Deakin, ex Colonial Secretary, to proceed to India and inquire into the best methods of irrigation and wheat-growing pursued there. During a fight near Kurumburra a man named Donnelly was killed in the third round. His opponent (Riley) and the two seconds were arrested. SYDNEY, November 25. The Royal Commission appointed to enquire into the causes and the best means of preventing strikes, consist of representatives of labour and capital. A letter found Fuse has been discovered to be the heir to the sum of £120,000,000, which has been locked up in Chancery. BRISBANE, November 25. The Government meteorological reports very unsettled and stormy weather shortly along the West Coast of New Zealand, especially South from 38 degrees south latitude. Rough sea he considers certain north and east from the Bluff. HOBART, November 26. Arrived—R.M.S. Ruapehu, from London, via the Cape, at 9 o'clock this morning. She sails again at 11 o'clock tomorrow morning for Port Chalmers. The Ruapehu brings 33 passengers for Australian ports and 128 for New Zealand. bbox=[955, 941, 1101, 1200]
column-rule bbox=[339, 186, 461, 187]
article bbox=[955, 579, 1101, 899]
article-body: WE are prepared to advance large or small sums on favorable terms to borrowers. Interest, 6½ and 7 per cent.—according to amount required; 8 per cent. small sums. Our FEILDING Office, in Messrs Stevens & Gorton's Buildings, will be open on Court days and Sale days, but instructions left there at any time will be forwarded to Palmerston. bbox=[13, 97, 159, 174]
article bbox=[13, 625, 159, 679]
column-rule bbox=[339, 373, 461, 374]
article bbox=[13, 1317, 159, 1390]
article-subheading: [PER UNITED PRESS ASSOCIATION.] bbox=[654, 1168, 774, 1178]
advert-line: BOOT & SHOE MAKER, bbox=[202, 554, 284, 564]
article-heading: FEILDING VIOLIN SCHOOL. bbox=[174, 697, 312, 709]
article-heading: Local and General News bbox=[347, 378, 453, 389]
column-rule bbox=[182, 764, 304, 765]
article-subheading: THURSDAY, NOV. 27, 1890. bbox=[200, 1038, 286, 1048]
article bbox=[13, 31, 159, 88]
column-rule bbox=[653, 619, 775, 620]
article bbox=[13, 688, 159, 1024]
article-subheading: [PER PRESS ASSOCIATION.] bbox=[511, 1068, 603, 1078]
article-heading: BIRTH. bbox=[225, 848, 261, 860]
article bbox=[170, 95, 316, 214]
article-heading: SPECIALTIES bbox=[191, 31, 295, 47]
article-body: SIR,—Referring to your footnote to Mr Macarthur's reply to the Knights of Labor's political platform, published in your journal on Tuesday last, viz.: "The plank 'That the sale of Crown Lands and the wholesale trade in Native Lands shall cease' was not submitted to Mr Macarthur," allow me to explain that the omission was a pure inadvertence on my part, and I did not notice it till I saw the replies in print. As, however, it is not too late, perhaps Mr Macarthur will yet be kind enough to publish his views on this part of the Land question.—I am, &c., W. BRADLEY, Recording Secretary U.S.K.L. bbox=[641, 480, 787, 615]
article-body: HAMILTON, This Day. The Hon. John Bryce was to-day returned unopposed for the Waikato electorate. This is the fifth time Mr Bryce has been returned without opposition, a record unbeaten in the colony. DUNEDIN, This Day. The Hon. T. Fergus has been returned unopposed for the Wakatipu district. WESTPORT, This Day. Mr O'Connor was elected unopposed for the Buller. bbox=[484, 310, 630, 396]
article bbox=[641, 742, 787, 996]
article-body: NELSON, November 26. The Bishop of Nelson is seriously ill. On Saturday evening when reading prayers in the Bishopdale chapel he suddenly stopped, having lost his sight. He is now suffering from congestion of the brain. The doctors say under the most favourable circumstances he must have complete rest for three months. No man in Nelson is more popular than the Bishop, whose sudden illness has given quite a shock to the community. Later. The serious illness of the Bishop of Nelson is causing some anxiety. The latest report states that though no worse he is not improving. bbox=[484, 1079, 630, 1214]
article-heading: Land Nationalisation bbox=[197, 1052, 289, 1064]
article bbox=[484, 28, 630, 277]
article bbox=[798, 638, 944, 1526]
advert-line: INSURANCE AGENT, bbox=[50, 1064, 122, 1074]
article-heading: Hugh L. Sherwill, bbox=[47, 1150, 125, 1162]
